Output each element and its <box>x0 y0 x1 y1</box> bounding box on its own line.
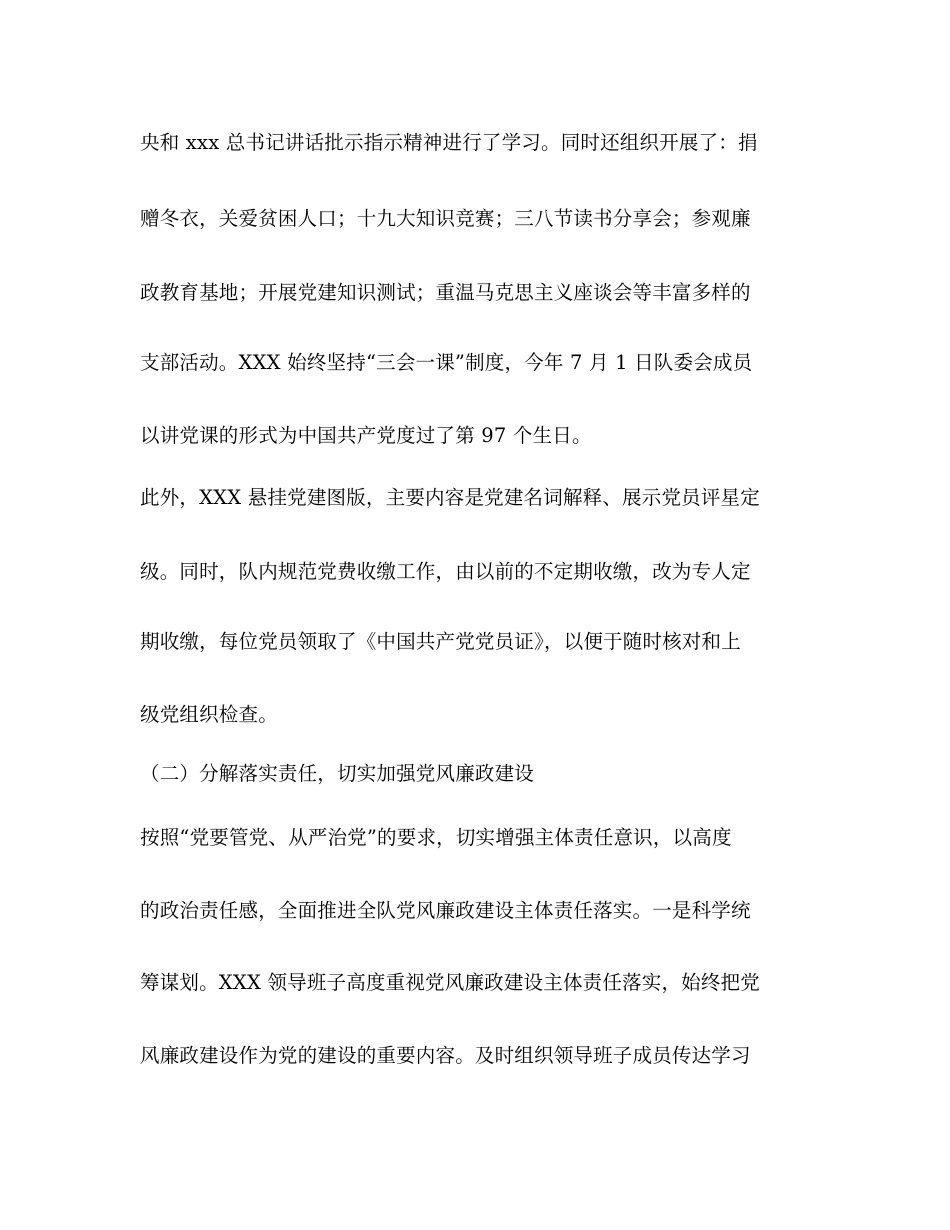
text-line: 赠冬衣，关爱贫困人口；十九大知识竞赛；三八节读书分享会；参观廉 <box>140 207 751 230</box>
text-line: 以讲党课的形式为中国共产党度过了第 97 个生日。 <box>140 424 592 447</box>
text-line: 风廉政建设作为党的建设的重要内容。及时组织领导班子成员传达学习 <box>140 1044 751 1067</box>
text-line: 的政治责任感，全面推进全队党风廉政建设主体责任落实。一是科学统 <box>140 899 751 922</box>
text-line: 按照“党要管党、从严治党”的要求，切实增强主体责任意识，以高度 <box>140 826 732 849</box>
text-line: 支部活动。XXX 始终坚持“三会一课”制度，今年 7 月 1 日队委会成员 <box>140 351 753 374</box>
text-line: 筹谋划。XXX 领导班子高度重视党风廉政建设主体责任落实，始终把党 <box>140 971 760 994</box>
section-heading: （二）分解落实责任，切实加强党风廉政建设 <box>140 762 535 785</box>
text-line: 政教育基地；开展党建知识测试；重温马克思主义座谈会等丰富多样的 <box>140 281 751 304</box>
text-line: 级党组织检查。 <box>140 703 278 726</box>
text-line: 此外，XXX 悬挂党建图版，主要内容是党建名词解释、展示党员评星定 <box>140 486 760 509</box>
text-line: 级。同时，队内规范党费收缴工作，由以前的不定期收缴，改为专人定 <box>140 560 751 583</box>
text-line: 央和 xxx 总书记讲话批示指示精神进行了学习。同时还组织开展了：捐 <box>140 131 758 154</box>
text-line: 期收缴，每位党员领取了《中国共产党党员证》，以便于随时核对和上 <box>140 630 741 653</box>
